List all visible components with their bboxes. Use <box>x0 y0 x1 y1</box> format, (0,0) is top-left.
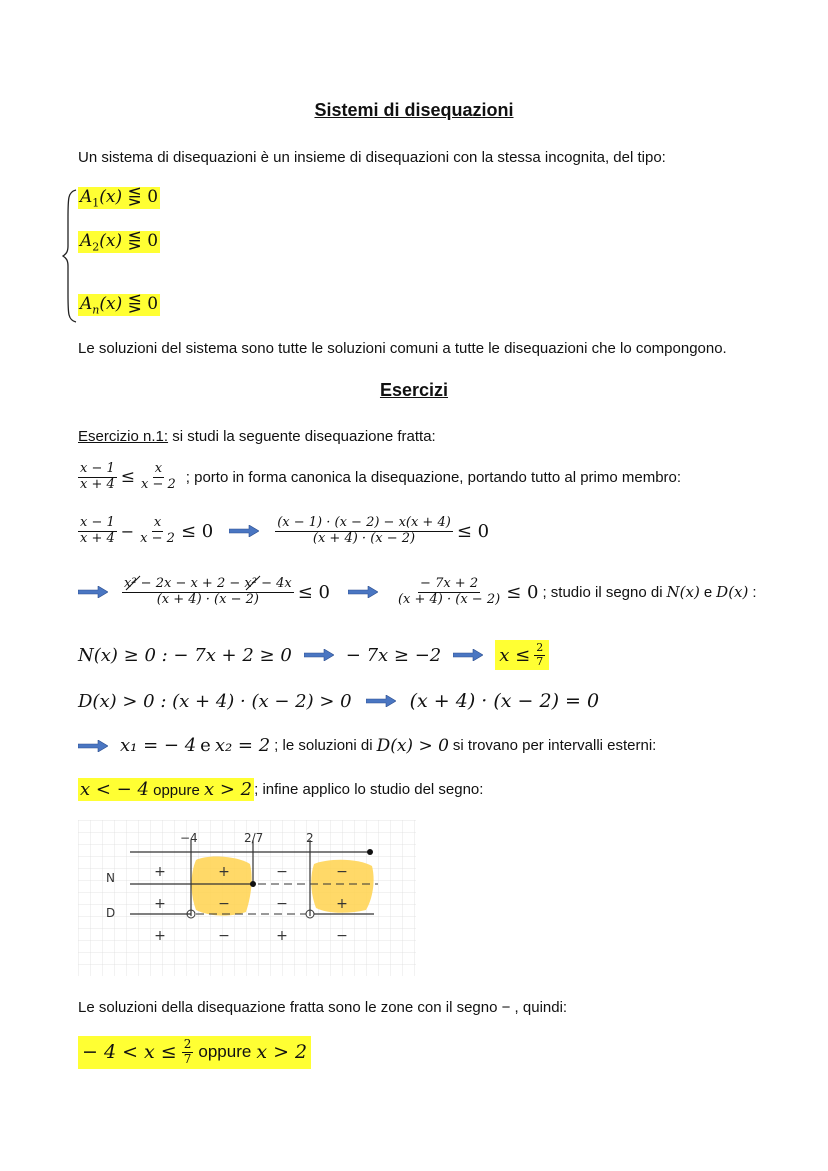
sign-r-4: − <box>336 928 348 944</box>
row-label-d: D <box>106 906 116 920</box>
exercises-title: Esercizi <box>379 380 449 400</box>
sign-d-4: + <box>336 896 348 912</box>
system-row-1: $A_1(x)$ ⋚ 0 <box>80 187 159 210</box>
intro-text: Un sistema di disequazioni è un insieme di disequazioni con la stessa incognita, del tipo: <box>78 149 666 166</box>
sign-d-3: − <box>276 896 288 912</box>
tick-label-3: 2 <box>306 831 314 845</box>
sign-r-2: − <box>218 928 230 944</box>
final-solution: − 4 < x ≤ $\frac{2}{7}$ oppure x > 2 <box>78 1036 311 1069</box>
sign-r-1: + <box>154 928 166 944</box>
numerator-solution: x ≤ $\frac{2}{7}$ <box>495 640 549 670</box>
equation-line-2: $\frac{x - 1}{x + 4}$ − $\frac{x}{x - 2}$ ≤ 0 $\frac{(x - 1) \cdot (x - 2) - x(x + 4)}{(x + 4) \cdot (x - 2)}$ ≤ 0 <box>80 515 490 546</box>
system-row-n: $A_n(x)$ ⋚ 0 <box>80 294 159 317</box>
arrow-icon <box>453 649 483 661</box>
external-solution: x < − 4 oppure x > 2 <box>80 779 253 800</box>
sign-n-1: + <box>154 864 166 880</box>
sign-chart <box>78 820 416 976</box>
roots-line: x₁ = − 4 e x₂ = 2 ; le soluzioni di D(x) > 0 si trovano per intervalli esterni: <box>78 735 656 756</box>
equation-line-3: x² − 2x − x + 2 − x² − 4x (x + 4) · (x − 2) ≤ 0 $\frac{- 7x + 2}{(x + 4) \cdot (x - 2)}$ ≤ 0 ; studio il segno di N(x) e D(x) : <box>78 577 757 608</box>
arrow-icon <box>78 740 108 752</box>
arrow-icon <box>348 586 378 598</box>
solutions-text: Le soluzioni del sistema sono tutte le soluzioni comuni a tutte le disequazioni che lo compongono. <box>78 340 727 357</box>
sign-n-2: + <box>218 864 230 880</box>
sign-n-3: − <box>276 864 288 880</box>
fraction-a: $\frac{x - 1}{x + 4}$ <box>80 461 115 492</box>
system-row-2: $A_2(x)$ ⋚ 0 <box>80 231 159 254</box>
cancelled-term: x² <box>124 576 137 591</box>
sign-d-2: − <box>218 896 230 912</box>
exercise-intro: Esercizio n.1: si studi la seguente disequazione fratta: <box>78 428 436 445</box>
page-title: Sistemi di disequazioni <box>314 100 514 120</box>
arrow-icon <box>229 525 259 537</box>
arrow-icon <box>366 695 396 707</box>
external-intervals-line: x < − 4 oppure x > 2 ; infine applico lo studio del segno: <box>80 779 484 800</box>
sign-n-4: − <box>336 864 348 880</box>
tick-label-2: 2/7 <box>244 831 264 845</box>
row-label-n: N <box>106 871 115 885</box>
denominator-sign-line: D(x) > 0 : (x + 4) · (x − 2) > 0 (x + 4) · (x − 2) = 0 <box>78 690 600 712</box>
sign-r-3: + <box>276 928 288 944</box>
arrow-icon <box>304 649 334 661</box>
exercise-label: Esercizio n.1: <box>78 428 169 445</box>
numerator-sign-line: N(x) ≥ 0 : − 7x + 2 ≥ 0 − 7x ≥ −2 x ≤ $\frac{2}{7}$ <box>78 640 549 670</box>
fraction-b: $\frac{x}{x - 2}$ <box>141 461 176 492</box>
tick-label-1: −4 <box>180 831 198 845</box>
cancelled-term: x² <box>244 576 257 591</box>
equation-line-1: $\frac{x - 1}{x + 4}$ ≤ $\frac{x}{x - 2}$ ; porto in forma canonica la disequazione, portando tutto al primo membro: <box>80 461 682 492</box>
sign-d-1: + <box>154 896 166 912</box>
arrow-icon <box>78 586 108 598</box>
conclusion-text: Le soluzioni della disequazione fratta sono le zone con il segno − , quindi: <box>78 999 568 1016</box>
